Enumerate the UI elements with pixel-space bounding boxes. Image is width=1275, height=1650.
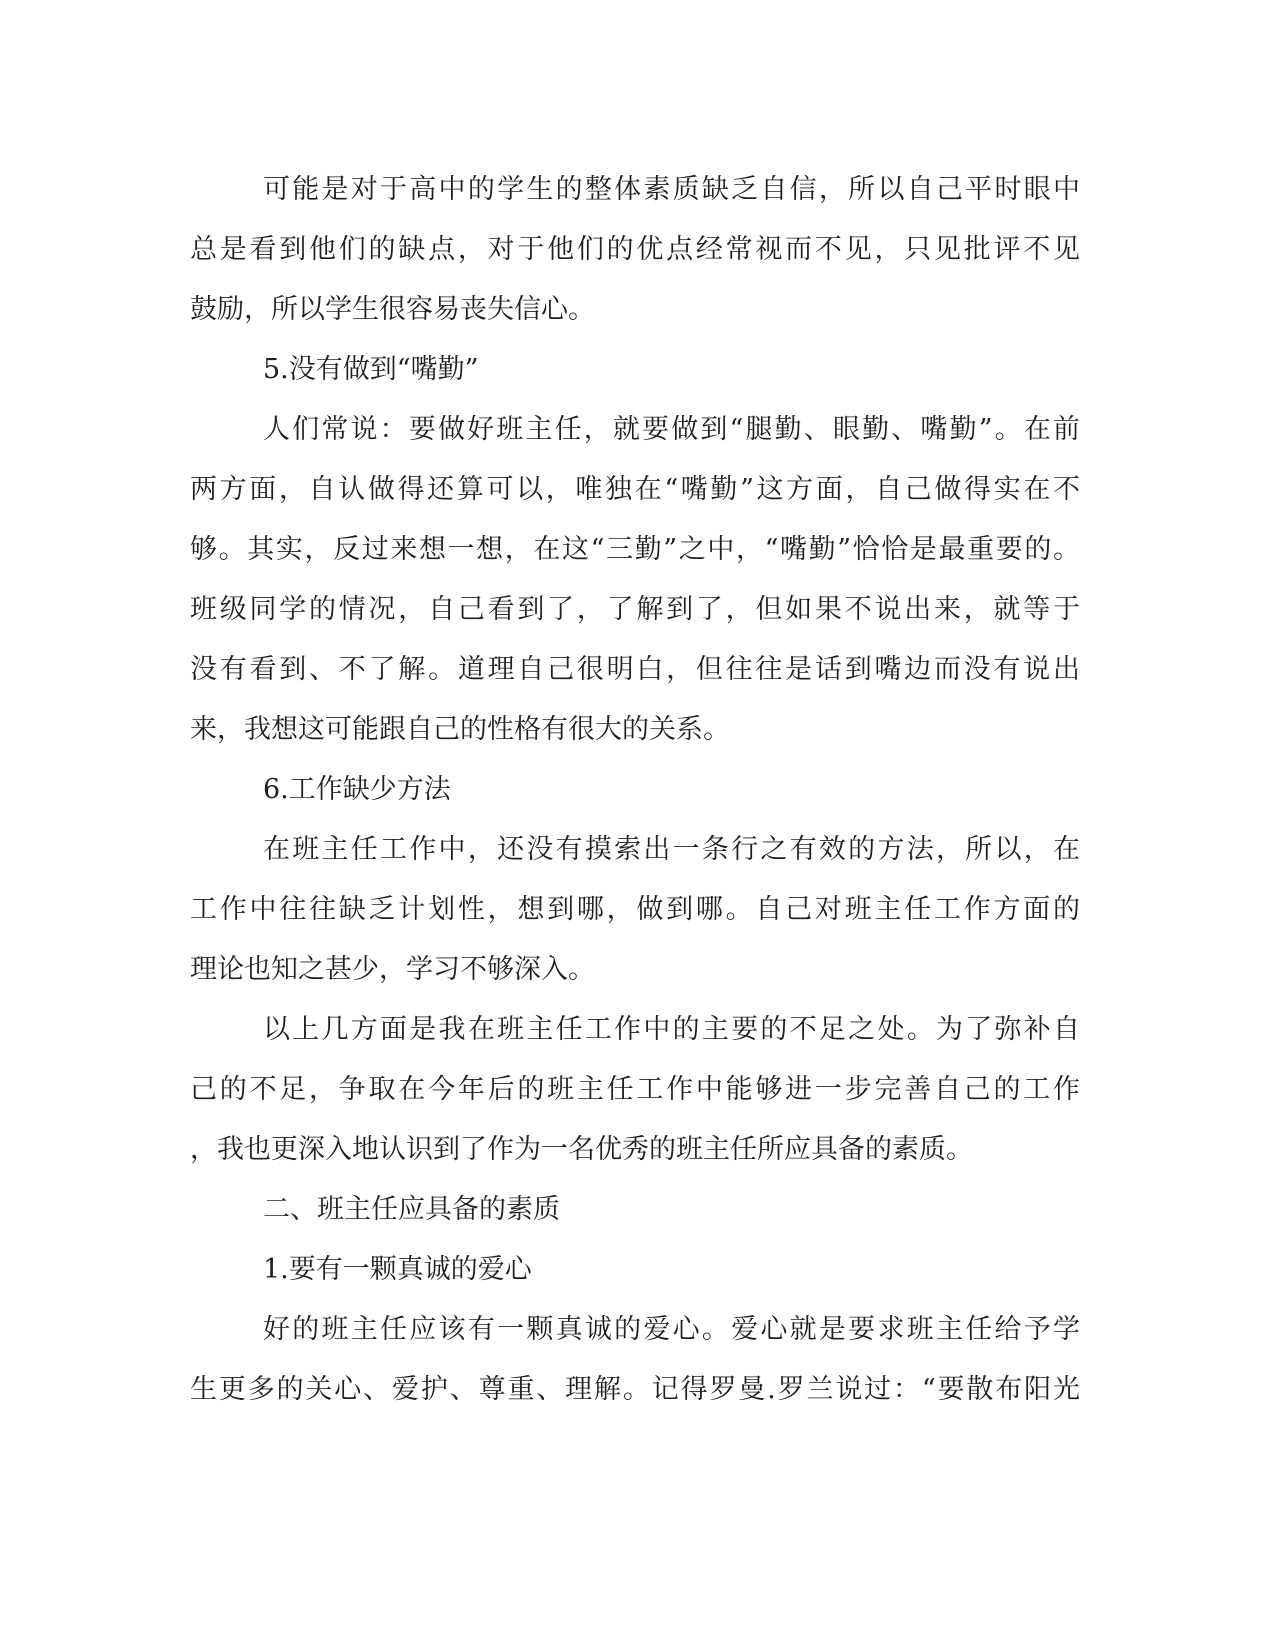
paragraph-line: 两方面，自认做得还算可以，唯独在“嘴勤”这方面，自己做得实在不 bbox=[190, 474, 1080, 505]
paragraph-line: ，我也更深入地认识到了作为一名优秀的班主任所应具备的素质。 bbox=[190, 1134, 973, 1165]
section-heading: 6.工作缺少方法 bbox=[263, 774, 451, 805]
paragraph-line: 没有看到、不了解。道理自己很明白，但往往是话到嘴边而没有说出 bbox=[190, 654, 1080, 685]
paragraph-line: 来，我想这可能跟自己的性格有很大的关系。 bbox=[190, 714, 730, 745]
paragraph-line: 生更多的关心、爱护、尊重、理解。记得罗曼.罗兰说过：“要散布阳光 bbox=[190, 1374, 1080, 1405]
paragraph-line: 工作中往往缺乏计划性，想到哪，做到哪。自己对班主任工作方面的 bbox=[190, 894, 1080, 925]
paragraph-line: 鼓励，所以学生很容易丧失信心。 bbox=[190, 294, 595, 325]
paragraph-line: 人们常说：要做好班主任，就要做到“腿勤、眼勤、嘴勤”。在前 bbox=[263, 414, 1080, 445]
section-heading: 1.要有一颗真诚的爱心 bbox=[263, 1254, 532, 1285]
paragraph-line: 够。其实，反过来想一想，在这“三勤”之中，“嘴勤”恰恰是最重要的。 bbox=[190, 534, 1080, 565]
document-body bbox=[190, 160, 1080, 1420]
paragraph-line: 好的班主任应该有一颗真诚的爱心。爱心就是要求班主任给予学 bbox=[263, 1314, 1080, 1345]
paragraph-line: 以上几方面是我在班主任工作中的主要的不足之处。为了弥补自 bbox=[263, 1014, 1080, 1045]
paragraph-line: 理论也知之甚少，学习不够深入。 bbox=[190, 954, 595, 985]
paragraph-line: 可能是对于高中的学生的整体素质缺乏自信，所以自己平时眼中 bbox=[263, 174, 1080, 205]
section-heading: 二、班主任应具备的素质 bbox=[263, 1194, 560, 1225]
paragraph-line: 班级同学的情况，自己看到了，了解到了，但如果不说出来，就等于 bbox=[190, 594, 1080, 625]
paragraph-line: 总是看到他们的缺点，对于他们的优点经常视而不见，只见批评不见 bbox=[190, 234, 1080, 265]
paragraph-line: 在班主任工作中，还没有摸索出一条行之有效的方法，所以，在 bbox=[263, 834, 1080, 865]
paragraph-line: 己的不足，争取在今年后的班主任工作中能够进一步完善自己的工作 bbox=[190, 1074, 1080, 1105]
section-heading: 5.没有做到“嘴勤” bbox=[263, 354, 479, 385]
